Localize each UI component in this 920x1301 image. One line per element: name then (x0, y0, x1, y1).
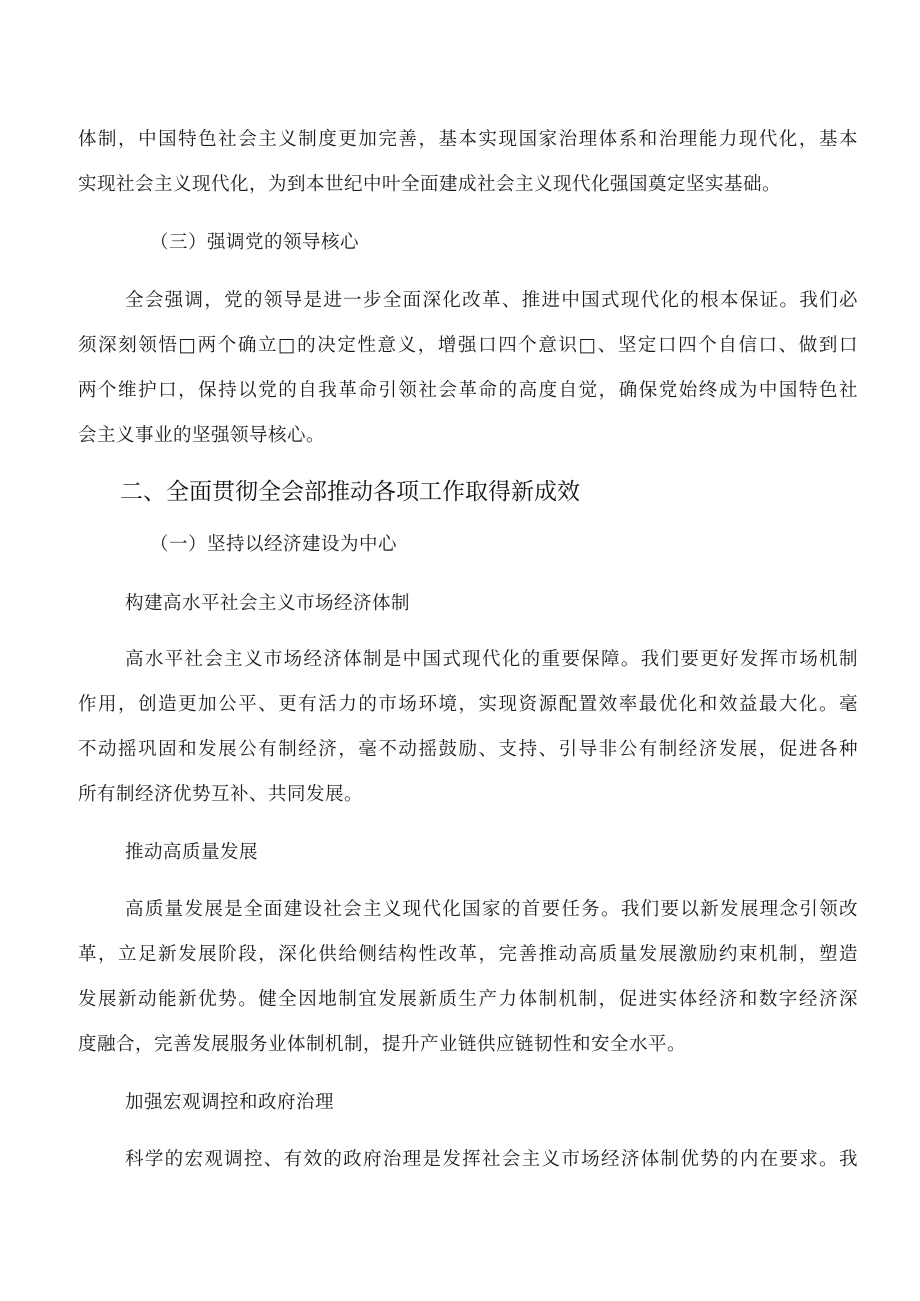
paragraph-line: 不动摇巩固和发展公有制经济，毫不动摇鼓励、支持、引导非公有制经济发展，促进各种 (78, 739, 858, 760)
paragraph-line: 所有制经济优势互补、共同发展。 (78, 784, 364, 805)
paragraph-line: 作用，创造更加公平、更有活力的市场环境，实现资源配置效率最优化和效益最大化。毫 (78, 694, 858, 715)
topic-title-macro-control: 加强宏观调控和政府治理 (125, 1092, 335, 1113)
paragraph-line: 科学的宏观调控、有效的政府治理是发挥社会主义市场经济体制优势的内在要求。我 (125, 1149, 858, 1170)
subsection-title-one: （一）坚持以经济建设为中心 (150, 534, 398, 555)
paragraph-line: 发展新动能新优势。健全因地制宜发展新质生产力体制机制，促进实体经济和数字经济深 (78, 989, 858, 1010)
paragraph-line: 高水平社会主义市场经济体制是中国式现代化的重要保障。我们要更好发挥市场机制 (125, 649, 858, 670)
paragraph-line: 须深刻领悟□两个确立□的决定性意义，增强口四个意识□、坚定口四个自信口、做到口 (78, 335, 858, 356)
paragraph-line: 会主义事业的坚强领导核心。 (78, 425, 326, 446)
paragraph-line: 全会强调，党的领导是进一步全面深化改革、推进中国式现代化的根本保证。我们必 (125, 290, 858, 311)
subsection-title-three: （三）强调党的领导核心 (150, 232, 360, 253)
paragraph-line: 高质量发展是全面建设社会主义现代化国家的首要任务。我们要以新发展理念引领改 (125, 899, 858, 920)
section-title-two: 二、全面贯彻全会部推动各项工作取得新成效 (120, 479, 580, 505)
paragraph-line: 两个维护口，保持以党的自我革命引领社会革命的高度自觉，确保党始终成为中国特色社 (78, 380, 858, 401)
paragraph-line: 体制，中国特色社会主义制度更加完善，基本实现国家治理体系和治理能力现代化，基本 (78, 129, 858, 150)
topic-title-market-economy: 构建高水平社会主义市场经济体制 (125, 593, 411, 614)
topic-title-high-quality-development: 推动高质量发展 (125, 842, 259, 863)
paragraph-line: 实现社会主义现代化，为到本世纪中叶全面建成社会主义现代化强国奠定坚实基础。 (78, 174, 782, 195)
paragraph-line: 度融合，完善发展服务业体制机制，提升产业链供应链韧性和安全水平。 (78, 1034, 687, 1055)
paragraph-line: 革，立足新发展阶段，深化供给侧结构性改革，完善推动高质量发展激励约束机制，塑造 (78, 944, 858, 965)
